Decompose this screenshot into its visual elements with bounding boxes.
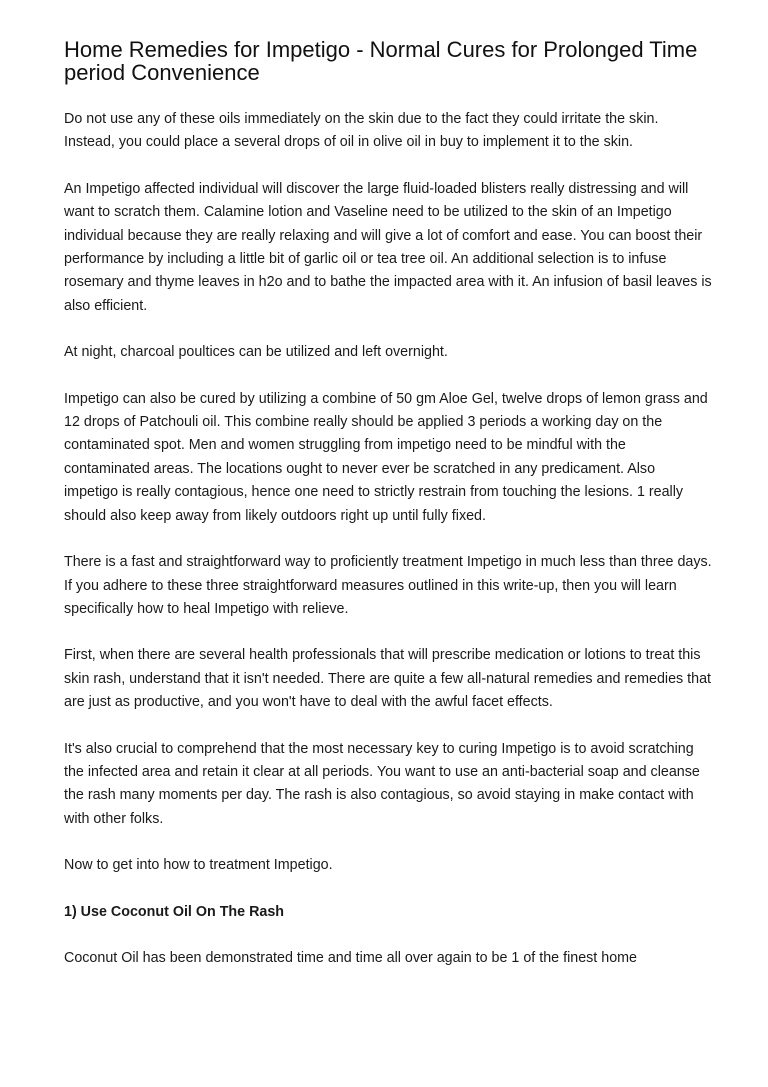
paragraph-aloe-mix: Impetigo can also be cured by utilizing a combine of 50 gm Aloe Gel, twelve drops of lemon grass and 12 drops of Patchouli oil. This combine really should be applied 3 periods a working day on the contaminated spot. Men and women struggling from impetigo need to be mindful with the contaminated areas. The locations ought to never ever be scratched in any predicament. Also impetigo is really contagious, hence one need to strictly restrain from touching the lesions. 1 really should also keep away from likely outdoors right up until fully fixed. <box>64 390 708 524</box>
paragraph-oils-warning: Do not use any of these oils immediately on the skin due to the fact they could irritate the skin. Instead, you could place a several drops of oil in olive oil in buy to implement it to the skin. <box>64 111 659 151</box>
section-heading: 1) Use Coconut Oil On The Rash <box>64 903 285 920</box>
paragraph-charcoal: At night, charcoal poultices can be utilized and left overnight. <box>64 344 448 361</box>
paragraph-scratching: It's also crucial to comprehend that the most necessary key to curing Impetigo is to avoid scratching the infected area and retain it clear at all periods. You want to use an anti-bacterial soap and cleanse the rash many moments per day. The rash is also contagious, so avoid staying in make contact with with other folks. <box>64 740 700 827</box>
paragraph-blisters: An Impetigo affected individual will discover the large fluid-loaded blisters really distressing and will want to scratch them. Calamine lotion and Vaseline need to be utilized to the skin of an Impetigo individual because they are really relaxing and will give a lot of comfort and ease. You can boost their performance by including a little bit of garlic oil or tea tree oil. An additional selection is to infuse rosemary and thyme leaves in h2o and to bathe the impacted area with it. An infusion of basil leaves is also efficient. <box>64 180 712 314</box>
paragraph-coconut-oil: Coconut Oil has been demonstrated time and time all over again to be 1 of the finest home <box>64 949 638 966</box>
paragraph-fast-treatment: There is a fast and straightforward way to proficiently treatment Impetigo in much less than three days. If you adhere to these three straightforward measures outlined in this write-up, then you will learn specifically how to heal Impetigo with relieve. <box>64 554 712 617</box>
paragraph-medication: First, when there are several health professionals that will prescribe medication or lotions to treat this skin rash, understand that it isn't needed. There are quite a few all-natural remedies and remedies that are just as productive, and you won't have to deal with the awful facet effects. <box>64 647 711 711</box>
document-page <box>64 38 712 970</box>
paragraph-intro-treatment: Now to get into how to treatment Impetigo. <box>64 857 333 874</box>
document-title: Home Remedies for Impetigo - Normal Cures for Prolonged Time period Convenience <box>64 37 698 85</box>
